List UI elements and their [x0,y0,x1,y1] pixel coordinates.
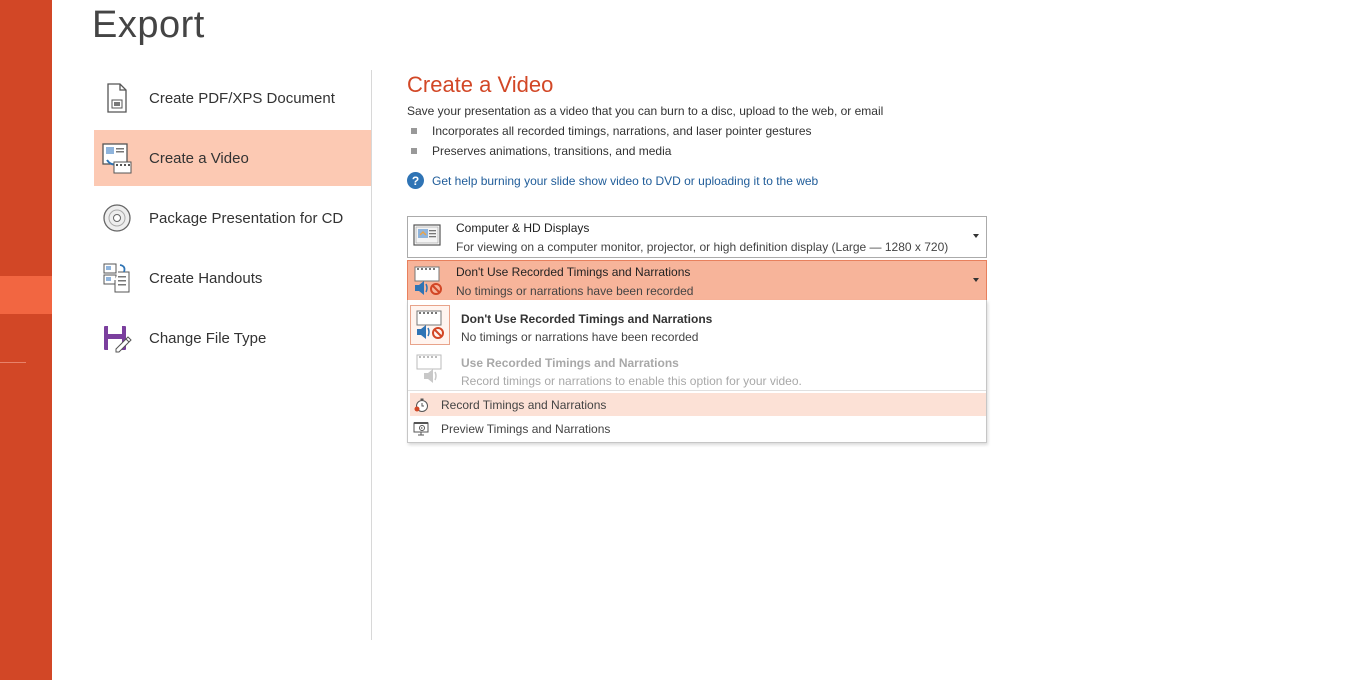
menu-separator [408,390,986,391]
nav-item-create-video[interactable] [94,130,371,186]
rail-divider [0,362,26,363]
menu-option-dont-use-timings[interactable] [408,303,986,347]
cd-icon [100,201,134,235]
menu-action-label: Preview Timings and Narrations [441,421,611,436]
bullet-text: Incorporates all recorded timings, narrations, and laser pointer gestures [432,124,812,138]
handouts-icon [100,261,134,295]
feature-bullet [407,124,1307,138]
file-type-icon [100,321,134,355]
preview-screen-icon [412,420,430,438]
create-video-pane [407,72,1307,189]
no-narration-icon [410,305,450,345]
nav-item-label: Package Presentation for CD [149,209,344,227]
record-timer-icon [412,396,430,414]
menu-option-use-timings [408,347,986,391]
export-nav [94,70,371,370]
bullet-square-icon [411,128,417,134]
help-link-text[interactable]: Get help burning your slide show video to DVD or uploading it to the web [432,173,819,188]
menu-option-subtitle: No timings or narrations have been recorded [461,330,699,344]
narration-icon [410,349,450,389]
backstage-rail [0,0,52,680]
help-question-icon: ? [407,172,424,189]
video-quality-dropdown[interactable] [407,216,987,258]
nav-item-label: Create PDF/XPS Document [149,89,335,107]
nav-item-package-cd[interactable] [94,190,371,246]
video-icon [100,141,134,175]
menu-option-subtitle: Record timings or narrations to enable this option for your video. [461,374,802,388]
dropdown-subtitle: For viewing on a computer monitor, projector, or high definition display (Large — 1280 x 720) [456,240,949,254]
menu-action-record-timings[interactable] [410,393,986,416]
nav-item-label: Change File Type [149,329,267,347]
pdf-document-icon [100,81,134,115]
feature-bullet [407,144,1307,158]
help-link[interactable] [407,172,1307,189]
menu-action-preview-timings[interactable] [410,417,986,440]
dropdown-subtitle: No timings or narrations have been recorded [456,284,694,298]
bullet-text: Preserves animations, transitions, and media [432,144,672,158]
nav-item-label: Create a Video [149,149,249,167]
rail-selected-item[interactable] [0,276,52,314]
menu-action-label: Record Timings and Narrations [441,397,607,412]
bullet-square-icon [411,148,417,154]
monitor-presentation-icon [412,221,444,253]
menu-option-title: Use Recorded Timings and Narrations [461,356,679,370]
nav-item-create-pdf[interactable] [94,70,371,126]
nav-item-label: Create Handouts [149,269,263,287]
dropdown-title: Computer & HD Displays [456,221,590,235]
chevron-down-icon[interactable] [973,234,979,238]
timings-dropdown[interactable] [407,260,987,302]
pane-divider [371,70,372,640]
chevron-down-icon[interactable] [973,278,979,282]
pane-title: Create a Video [407,72,554,97]
timings-dropdown-menu [407,300,987,443]
menu-option-title: Don't Use Recorded Timings and Narrations [461,312,713,326]
nav-item-create-handouts[interactable] [94,250,371,306]
pane-description: Save your presentation as a video that you can burn to a disc, upload to the web, or email [407,104,884,118]
nav-item-change-file-type[interactable] [94,310,371,366]
dropdown-title: Don't Use Recorded Timings and Narrations [456,265,691,279]
no-narration-icon [412,265,444,297]
page-title: Export [92,4,205,46]
